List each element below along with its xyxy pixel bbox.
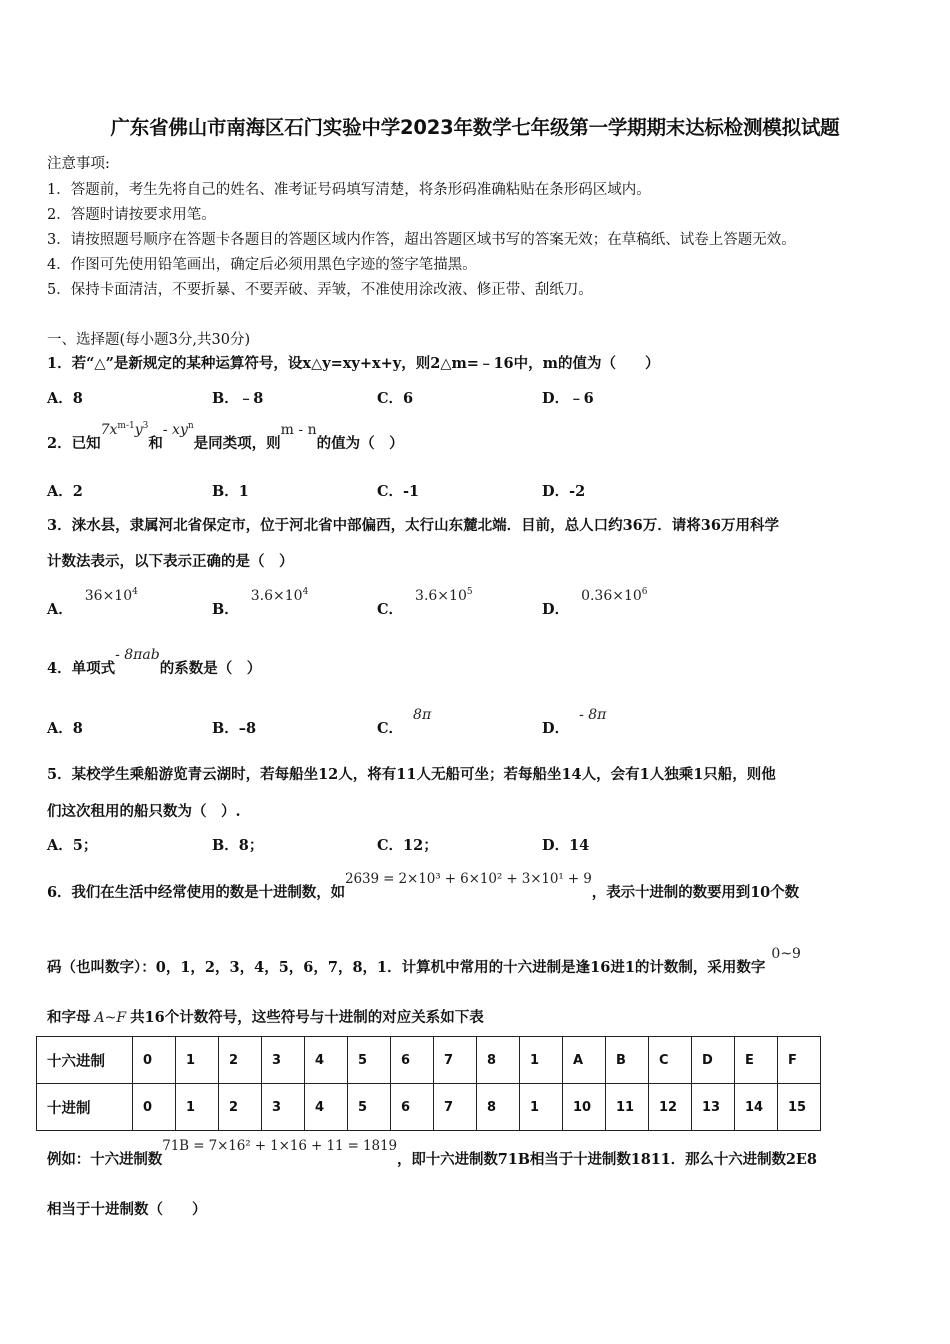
row-header: 十六进制	[37, 1037, 133, 1084]
q2-option-b: B．1	[212, 483, 249, 500]
table-cell: 15	[778, 1084, 821, 1131]
table-cell: 0	[133, 1037, 176, 1084]
notice-item: 3．请按照题号顺序在答题卡各题目的答题区域内作答，超出答题区域书写的答案无效；在草稿纸、试卷上答题无效。	[47, 232, 796, 248]
q3-option-c: C．$3.6\times 10^5$	[377, 587, 473, 618]
table-cell: 11	[606, 1084, 649, 1131]
notice-item: 5．保持卡面清洁，不要折暴、不要弄破、弄皱，不准使用涂改液、修正带、刮纸刀。	[47, 282, 593, 298]
question-6-last-line: 相当于十进制数（ ）	[47, 1201, 207, 1218]
q6-digit-range: 0~9	[771, 946, 801, 962]
table-cell: 5	[348, 1084, 391, 1131]
question-3-line-1: 3．涞水县，隶属河北省保定市，位于河北省中部偏西，太行山东麓北端．目前，总人口约36万．请将36万用科学	[47, 517, 779, 534]
table-cell: A	[563, 1037, 606, 1084]
table-row	[37, 1037, 821, 1084]
table-cell: C	[649, 1037, 692, 1084]
table-cell: E	[735, 1037, 778, 1084]
question-6-line-1: 6．我们在生活中经常使用的数是十进制数，如2639 = 2×10³ + 6×10² + 3×10¹ + 9，表示十进制的数要用到10个数	[47, 871, 799, 901]
q4-monomial: - 8πab	[115, 647, 160, 663]
q3-option-a: A．$36\times 10^4$	[47, 587, 138, 618]
q3-option-b: B．$3.6\times 10^4$	[212, 587, 309, 618]
table-cell: 14	[735, 1084, 778, 1131]
q5-option-c: C．12；	[377, 837, 438, 854]
q6-example-formula: 71B = 7×16² + 1×16 + 11 = 1819	[162, 1138, 397, 1154]
table-cell: 6	[391, 1037, 434, 1084]
table-cell: 4	[305, 1084, 348, 1131]
question-1-stem: 1．若“△”是新规定的某种运算符号，设x△y=xy+x+y，则2△m=﹣16中，m的值为（ ）	[47, 355, 660, 372]
q2-option-d: D．-2	[542, 483, 586, 500]
table-cell: 3	[262, 1084, 305, 1131]
q5-option-b: B．8；	[212, 837, 264, 854]
table-cell: 7	[434, 1037, 477, 1084]
q2-option-a: A．2	[47, 483, 83, 500]
table-cell: 10	[563, 1084, 606, 1131]
table-cell: 6	[391, 1084, 434, 1131]
table-cell: 4	[305, 1037, 348, 1084]
question-5-line-2: 们这次租用的船只数为（ ）.	[47, 803, 241, 820]
table-cell: 0	[133, 1084, 176, 1131]
table-cell: 7	[434, 1084, 477, 1131]
question-6-line-3: 和字母 A~F 共16个计数符号，这些符号与十进制的对应关系如下表	[47, 1009, 484, 1026]
q4-option-d: D．- 8π	[542, 707, 607, 737]
table-cell: 1	[520, 1037, 563, 1084]
hex-decimal-table	[36, 1036, 821, 1131]
table-cell: 2	[219, 1037, 262, 1084]
q4-option-b: B．–8	[212, 720, 257, 737]
table-cell: 1	[176, 1037, 219, 1084]
question-3-line-2: 计数法表示，以下表示正确的是（ ）	[47, 553, 294, 570]
q5-option-a: A．5；	[47, 837, 98, 854]
notice-item: 2．答题时请按要求用笔。	[47, 207, 216, 223]
table-cell: 5	[348, 1037, 391, 1084]
q1-option-d: D．﹣6	[542, 390, 594, 407]
question-2-stem	[47, 421, 404, 453]
q1-option-b: B．﹣8	[212, 390, 264, 407]
table-cell: 1	[520, 1084, 563, 1131]
question-5-line-1: 5．某校学生乘船游览青云湖时，若每船坐12人，将有11人无船可坐；若每船坐14人，会有1人独乘1只船，则他	[47, 766, 776, 783]
question-6-example: 例如：十六进制数71B = 7×16² + 1×16 + 11 = 1819，即十六进制数71B相当于十进制数1811．那么十六进制数2E8	[47, 1138, 817, 1168]
q2-suffix: 的值为（ ）	[316, 435, 404, 452]
q3-option-d: D．$0.36\times 10^6$	[542, 587, 648, 618]
q5-option-d: D．14	[542, 837, 590, 854]
q4-option-a: A．8	[47, 720, 83, 737]
table-cell: D	[692, 1037, 735, 1084]
notice-item: 4．作图可先使用铅笔画出，确定后必须用黑色字迹的签字笔描黑。	[47, 257, 477, 273]
q2-mid: 是同类项，则	[193, 435, 281, 452]
exam-title: 广东省佛山市南海区石门实验中学2023年数学七年级第一学期期末达标检测模拟试题	[110, 116, 840, 139]
table-cell: 1	[176, 1084, 219, 1131]
section-heading: 一、选择题(每小题3分,共30分)	[47, 332, 251, 348]
q2-prefix: 2．已知	[47, 435, 101, 452]
q2-expression: m - n	[280, 422, 317, 438]
table-cell: 8	[477, 1037, 520, 1084]
q6-letter-range: A~F	[94, 1010, 127, 1026]
notice-heading: 注意事项:	[47, 156, 110, 172]
row-header: 十进制	[37, 1084, 133, 1131]
table-cell: 2	[219, 1084, 262, 1131]
table-row	[37, 1084, 821, 1131]
question-6-line-2: 码（也叫数字）：0，1，2，3，4，5，6，7，8，1．计算机中常用的十六进制是逢16进1的计数制，采用数字0~9	[47, 946, 801, 976]
question-4-stem: 4．单项式- 8πab的系数是（ ）	[47, 647, 262, 677]
table-cell: 3	[262, 1037, 305, 1084]
q1-option-a: A．8	[47, 390, 83, 407]
table-cell: 8	[477, 1084, 520, 1131]
table-cell: B	[606, 1037, 649, 1084]
table-cell: 12	[649, 1084, 692, 1131]
table-cell: F	[778, 1037, 821, 1084]
table-cell: 13	[692, 1084, 735, 1131]
q2-monomial-1: $7x^{m-1}y^3$	[100, 421, 149, 438]
notice-item: 1．答题前，考生先将自己的姓名、准考证号码填写清楚，将条形码准确粘贴在条形码区域内。	[47, 182, 651, 198]
q6-formula: 2639 = 2×10³ + 6×10² + 3×10¹ + 9	[345, 871, 592, 887]
q4-option-c: C．8π	[377, 707, 432, 737]
q2-monomial-2: - $xy^n$	[162, 421, 194, 438]
q2-option-c: C．-1	[377, 483, 420, 500]
q2-and: 和	[148, 435, 163, 452]
q1-option-c: C．6	[377, 390, 414, 407]
